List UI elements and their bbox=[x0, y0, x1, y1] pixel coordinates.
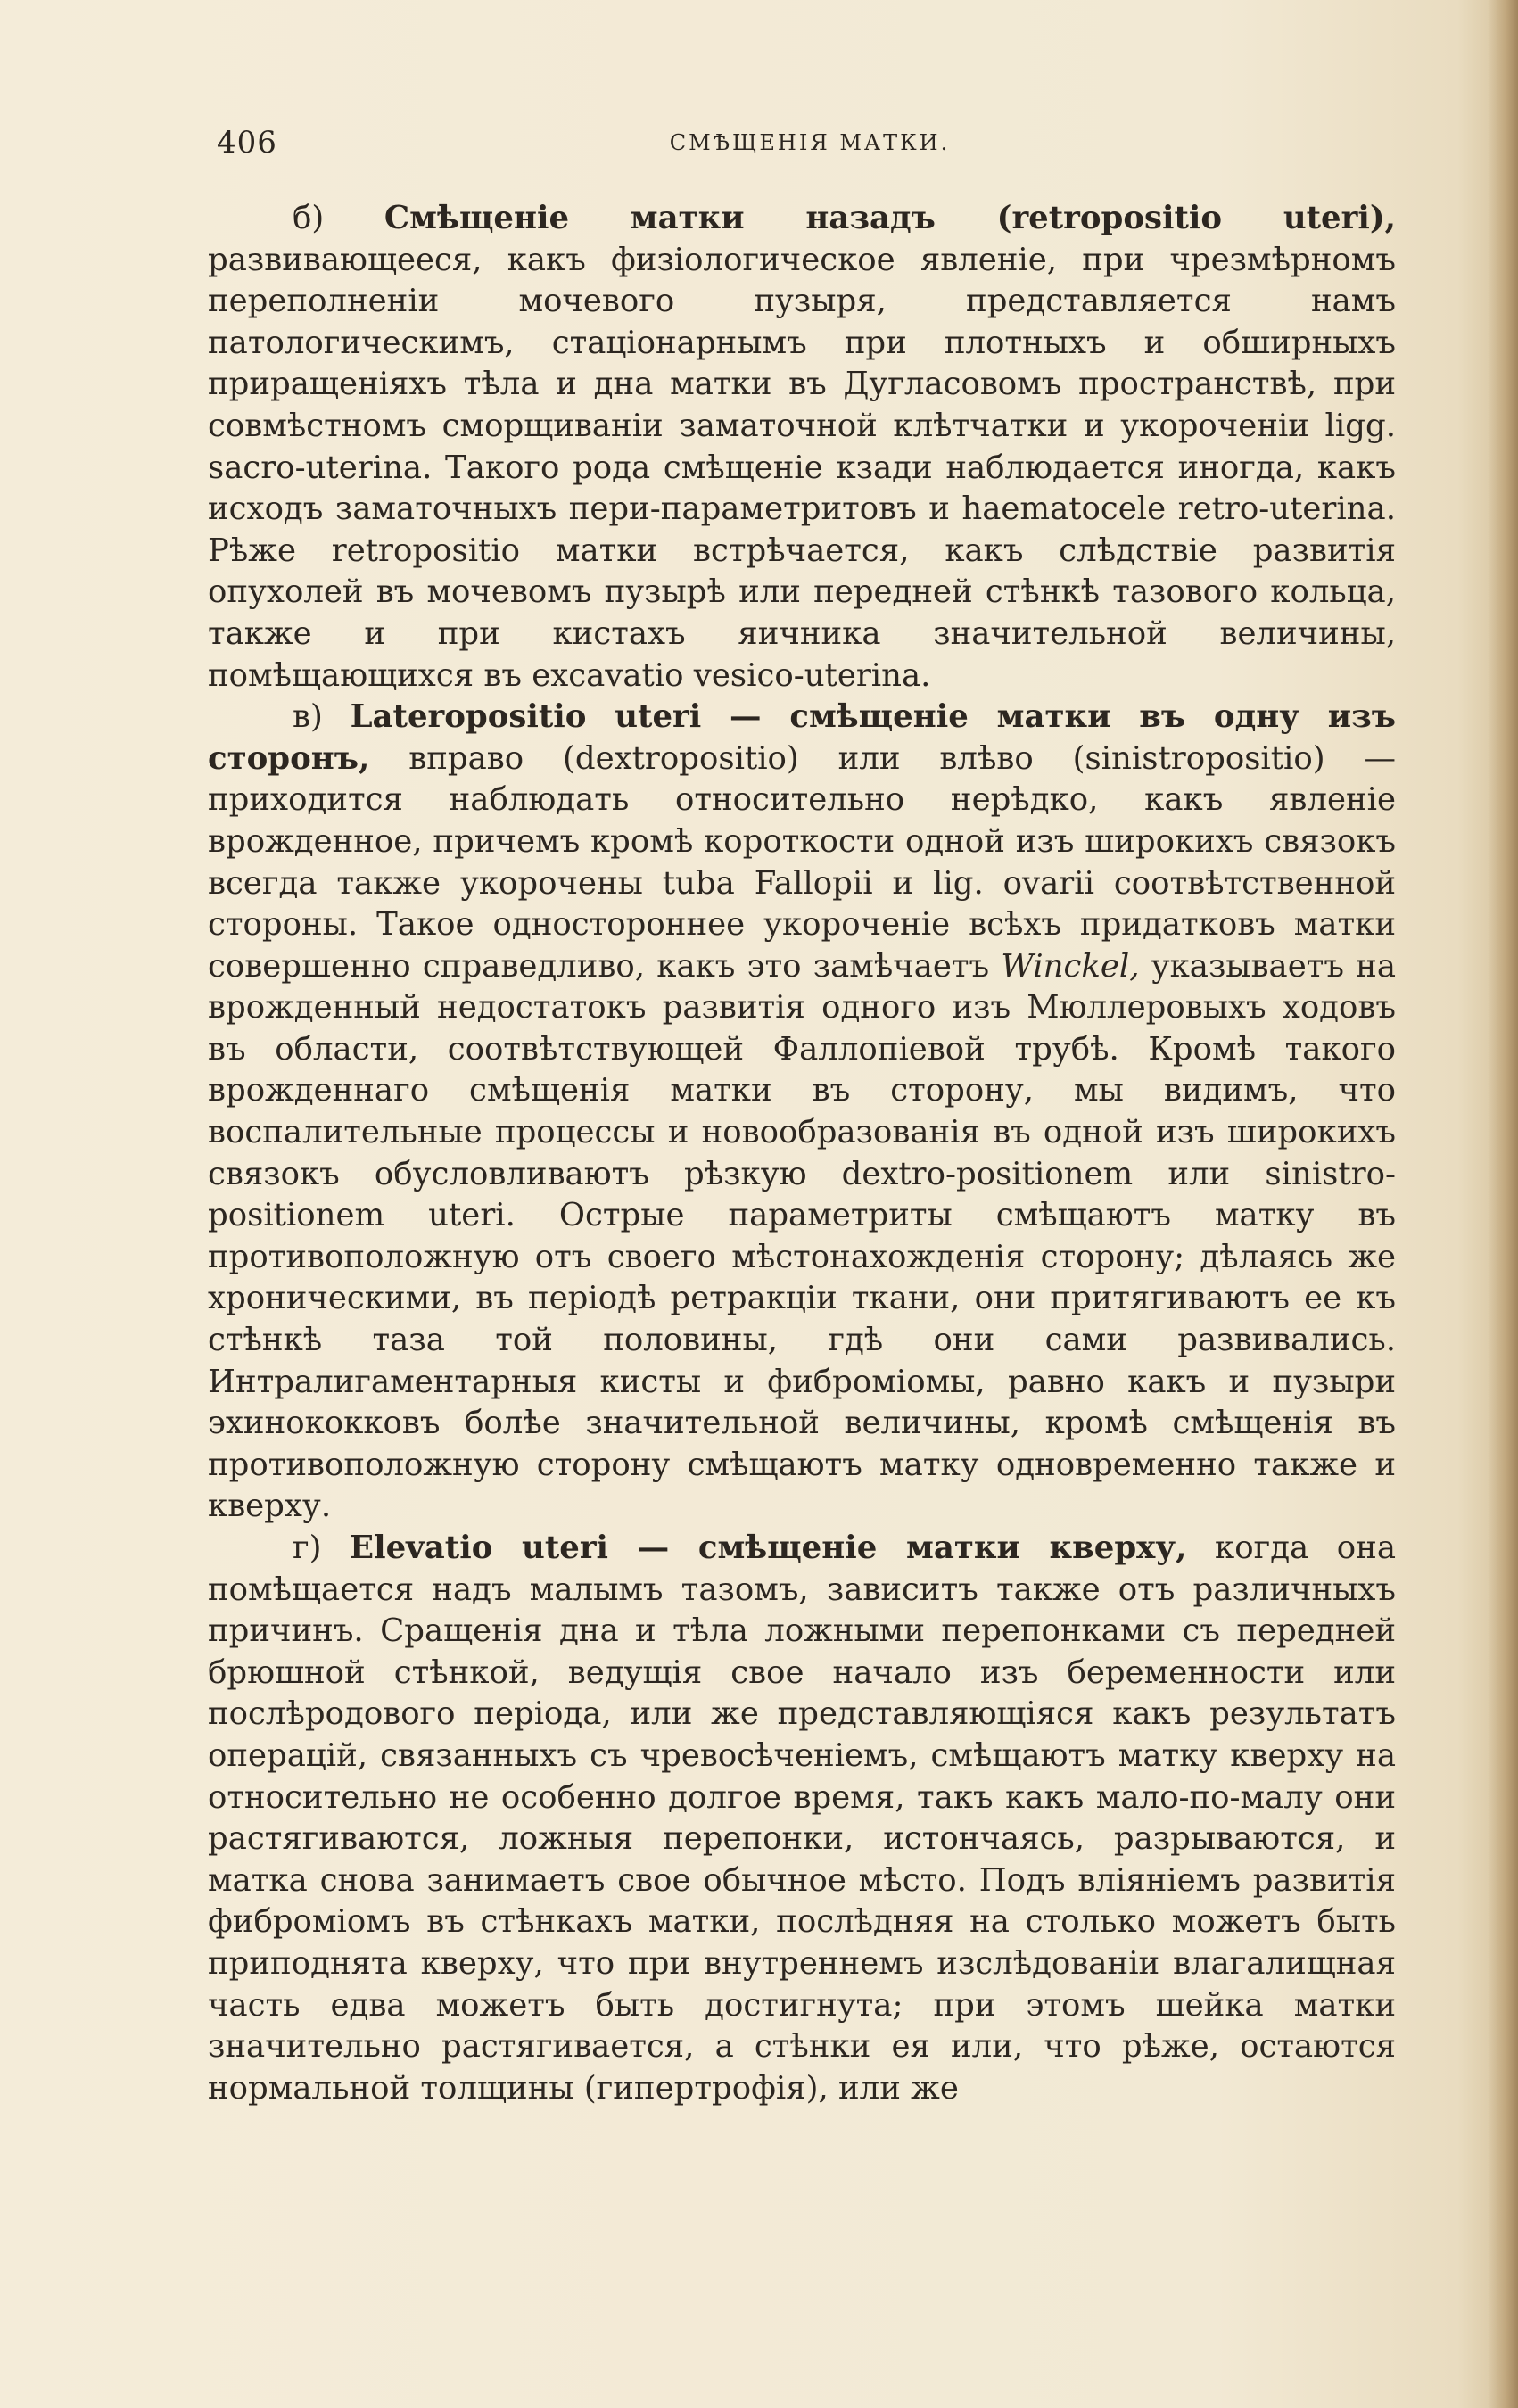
paragraph-text: указываетъ на врожденный недостатокъ развитія одного изъ Мюллеровыхъ ходовъ въ области, соотвѣтствующей Фаллопіевой трубѣ. Кромѣ такого врожденнаго смѣщенія матки въ сторону, мы видимъ, что воспалительные процессы и новообразованія въ одной изъ широкихъ связокъ обусловливаютъ рѣзкую dextro-positionem или sinistro-positionem uteri. Острые параметриты смѣщаютъ матку въ противоположную отъ своего мѣстонахожденія сторону; дѣлаясь же хроническими, въ періодѣ ретракціи ткани, они притягиваютъ ее къ стѣнкѣ таза той половины, гдѣ они сами развивались. Интралигаментарныя кисты и фиброміомы, равно какъ и пузыри эхинококковъ болѣе значительной величины, кромѣ смѣщенія въ противоположную сторону смѣщаютъ матку одновременно также и кверху. bbox=[208, 947, 1396, 1525]
running-head: СМѢЩЕНІЯ МАТКИ. bbox=[669, 130, 951, 155]
paragraph-text: когда она помѣщается надъ малымъ тазомъ, зависитъ также отъ различныхъ причинъ. Сращенія дна и тѣла ложными перепонками съ передней брюшной стѣнкой, ведущія свое начало изъ беременности или послѣродового періода, или же представляющіяся какъ результатъ операцій, связанныхъ съ чревосѣченіемъ, смѣщаютъ матку кверху на относительно не особенно долгое время, такъ какъ мало-по-малу они растягиваются, ложныя перепонки, истончаясь, разрываются, и матка снова занимаетъ свое обычное мѣсто. Подъ вліяніемъ развитія фиброміомъ въ стѣнкахъ матки, послѣдняя на столько можетъ быть приподнята кверху, что при внутреннемъ изслѣдованіи влагалищная часть едва можетъ быть достигнута; при этомъ шейка матки значительно растягивается, а стѣнки ея или, что рѣже, остаются нормальной толщины (гипертрофія), или же bbox=[208, 1530, 1397, 2107]
page-body bbox=[208, 198, 1396, 2109]
paragraph-text: развивающееся, какъ физіологическое явленіе, при чрезмѣрномъ переполненіи мочевого пузыря, представляется намъ патологическимъ, стаціонарнымъ при плотныхъ и обширныхъ приращеніяхъ тѣла и дна матки въ Дугласовомъ пространствѣ, при совмѣстномъ сморщиваніи заматочной клѣтчатки и укороченіи ligg. sacro-uterina. Такого рода смѣщеніе кзади наблюдается иногда, какъ исходъ заматочныхъ пери-параметритовъ и haematocele retro-uterina. Рѣже retropositio матки встрѣчается, какъ слѣдствіе развитія опухолей въ мочевомъ пузырѣ или передней стѣнкѣ тазового кольца, также и при кистахъ яичника значительной величины, помѣщающихся въ excavatio vesico-uterina. bbox=[208, 241, 1396, 694]
list-marker: г) bbox=[293, 1530, 351, 1566]
page-edge-shadow bbox=[1488, 0, 1518, 2408]
section-term: Lateropositio uteri — смѣщеніе матки въ одну изъ сторонъ, bbox=[208, 698, 1397, 777]
paragraph-text: вправо (dextropositio) или влѣво (sinistropositio) — приходится наблюдать относительно нерѣдко, какъ явленіе врожденное, причемъ кромѣ короткости одной изъ широкихъ связокъ всегда также укорочены tuba Fallopii и lig. ovarii соотвѣтственной стороны. Такое одностороннее укороченіе всѣхъ придатковъ матки совершенно справедливо, какъ это замѣчаетъ bbox=[208, 739, 1396, 985]
page-number: 406 bbox=[217, 125, 277, 161]
page-header bbox=[217, 125, 1403, 161]
paragraph-retropositio bbox=[208, 198, 1396, 697]
list-marker: б) bbox=[293, 200, 384, 236]
paragraph-lateropositio bbox=[208, 697, 1396, 1528]
paragraph-elevatio bbox=[208, 1528, 1396, 2109]
author-name: Winckel, bbox=[1001, 947, 1140, 985]
section-term: Смѣщеніе матки назадъ (retropositio uteri), bbox=[384, 200, 1396, 236]
list-marker: в) bbox=[293, 698, 351, 736]
section-term: Elevatio uteri — смѣщеніе матки кверху, bbox=[350, 1530, 1187, 1566]
